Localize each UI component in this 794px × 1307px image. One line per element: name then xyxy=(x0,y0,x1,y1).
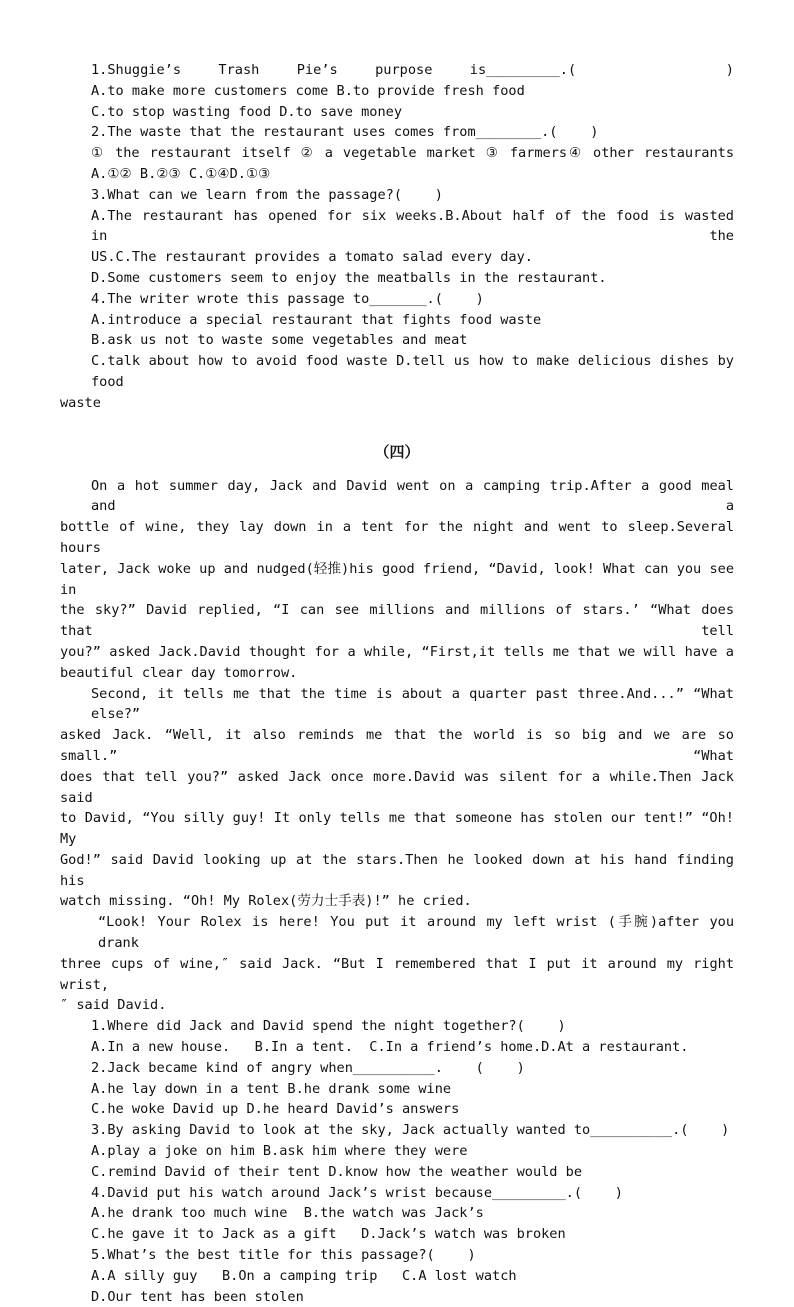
question-2-stem: 2.The waste that the restaurant uses comes from________.( ) xyxy=(91,124,599,141)
p4-question-1-stem: 1.Where did Jack and David spend the night together?( ) xyxy=(91,1018,566,1035)
p4-question-4-stem: 4.David put his watch around Jack’s wrist because_________.( ) xyxy=(91,1184,623,1201)
worksheet-page xyxy=(60,60,743,1307)
p4-question-5-stem: 5.What’s the best title for this passage?( ) xyxy=(91,1247,476,1264)
question-2-options: A.①② B.②③ C.①④D.①③ xyxy=(91,165,271,182)
passage-line: three cups of wine,″ said Jack. “But I remembered that I put it around my right wrist, xyxy=(60,955,743,993)
passage-line: ″ said David. xyxy=(60,997,167,1014)
question-3-options-ab-cont: US.C.The restaurant provides a tomato salad every day. xyxy=(91,249,533,266)
passage-line: On a hot summer day, Jack and David went on a camping trip.After a good meal and a xyxy=(91,477,743,515)
question-4-stem: 4.The writer wrote this passage to_______.( ) xyxy=(91,290,484,307)
passage-line: “Look! Your Rolex is here! You put it around my left wrist (手腕)after you drank xyxy=(98,914,743,952)
question-1-options-ab: A.to make more customers come B.to provide fresh food xyxy=(91,82,525,99)
p4-question-5-options-abc: A.A silly guy B.On a camping trip C.A lost watch xyxy=(91,1267,517,1284)
question-3-option-d: D.Some customers seem to enjoy the meatballs in the restaurant. xyxy=(91,269,607,286)
passage-line: you?” asked Jack.David thought for a while, “First,it tells me that we will have a xyxy=(60,643,734,660)
passage-line: watch missing. “Oh! My Rolex(劳力士手表)!” he cried. xyxy=(60,893,472,910)
question-1-stem: 1.Shuggie’s Trash Pie’s purpose is_________.( ) xyxy=(91,62,734,78)
passage-line: God!” said David looking up at the stars.Then he looked down at his hand finding his xyxy=(60,851,743,889)
p4-question-3-stem: 3.By asking David to look at the sky, Jack actually wanted to__________.( ) xyxy=(91,1122,730,1139)
passage-line: does that tell you?” asked Jack once more.David was silent for a while.Then Jack said xyxy=(60,768,743,806)
question-4-option-a: A.introduce a special restaurant that fights food waste xyxy=(91,311,542,328)
p4-question-2-stem: 2.Jack became kind of angry when__________. ( ) xyxy=(91,1059,525,1076)
part4-questions xyxy=(60,1016,734,1307)
question-4-options-cd: C.talk about how to avoid food waste D.tell us how to make delicious dishes by food xyxy=(91,353,743,390)
passage-line: asked Jack. “Well, it also reminds me that the world is so big and we are so small.” “What xyxy=(60,727,743,764)
passage-line: beautiful clear day tomorrow. xyxy=(60,664,298,681)
passage-line: the sky?” David replied, “I can see millions and millions of stars.’ “What does that tell xyxy=(60,602,743,640)
passage-line: later, Jack woke up and nudged(轻推)his good friend, “David, look! What can you see in xyxy=(60,560,743,598)
question-3-options-ab: A.The restaurant has opened for six weeks.B.About half of the food is wasted in the xyxy=(91,207,743,245)
p4-question-2-options-ab: A.he lay down in a tent B.he drank some wine xyxy=(91,1080,452,1097)
p4-question-3-options-cd: C.remind David of their tent D.know how the weather would be xyxy=(91,1163,583,1180)
question-4-option-b: B.ask us not to waste some vegetables and meat xyxy=(91,332,468,349)
question-3-stem: 3.What can we learn from the passage?( ) xyxy=(91,186,443,203)
question-2-choices: ① the restaurant itself ② a vegetable market ③ farmers④ other restaurants xyxy=(91,145,734,162)
question-4-options-cd-cont: waste xyxy=(60,394,101,411)
p4-question-2-options-cd: C.he woke David up D.he heard David’s answers xyxy=(91,1101,460,1118)
part3-questions xyxy=(60,60,743,414)
part4-passage xyxy=(60,476,743,1017)
passage-line: bottle of wine, they lay down in a tent for the night and went to sleep.Several hours xyxy=(60,519,743,556)
question-1-options-cd: C.to stop wasting food D.to save money xyxy=(91,103,402,120)
passage-line: to David, “You silly guy! It only tells me that someone has stolen our tent!” “Oh! My xyxy=(60,810,743,848)
section-title: （四） xyxy=(374,442,420,461)
p4-question-4-options-cd: C.he gave it to Jack as a gift D.Jack’s watch was broken xyxy=(91,1226,566,1243)
p4-question-1-options: A.In a new house. B.In a tent. C.In a friend’s home.D.At a restaurant. xyxy=(91,1039,689,1056)
p4-question-3-options-ab: A.play a joke on him B.ask him where they were xyxy=(91,1143,468,1160)
p4-question-4-options-ab: A.he drank too much wine B.the watch was Jack’s xyxy=(91,1205,484,1222)
passage-line: Second, it tells me that the time is about a quarter past three.And...” “What else?” xyxy=(91,685,743,723)
p4-question-5-option-d: D.Our tent has been stolen xyxy=(91,1288,304,1305)
